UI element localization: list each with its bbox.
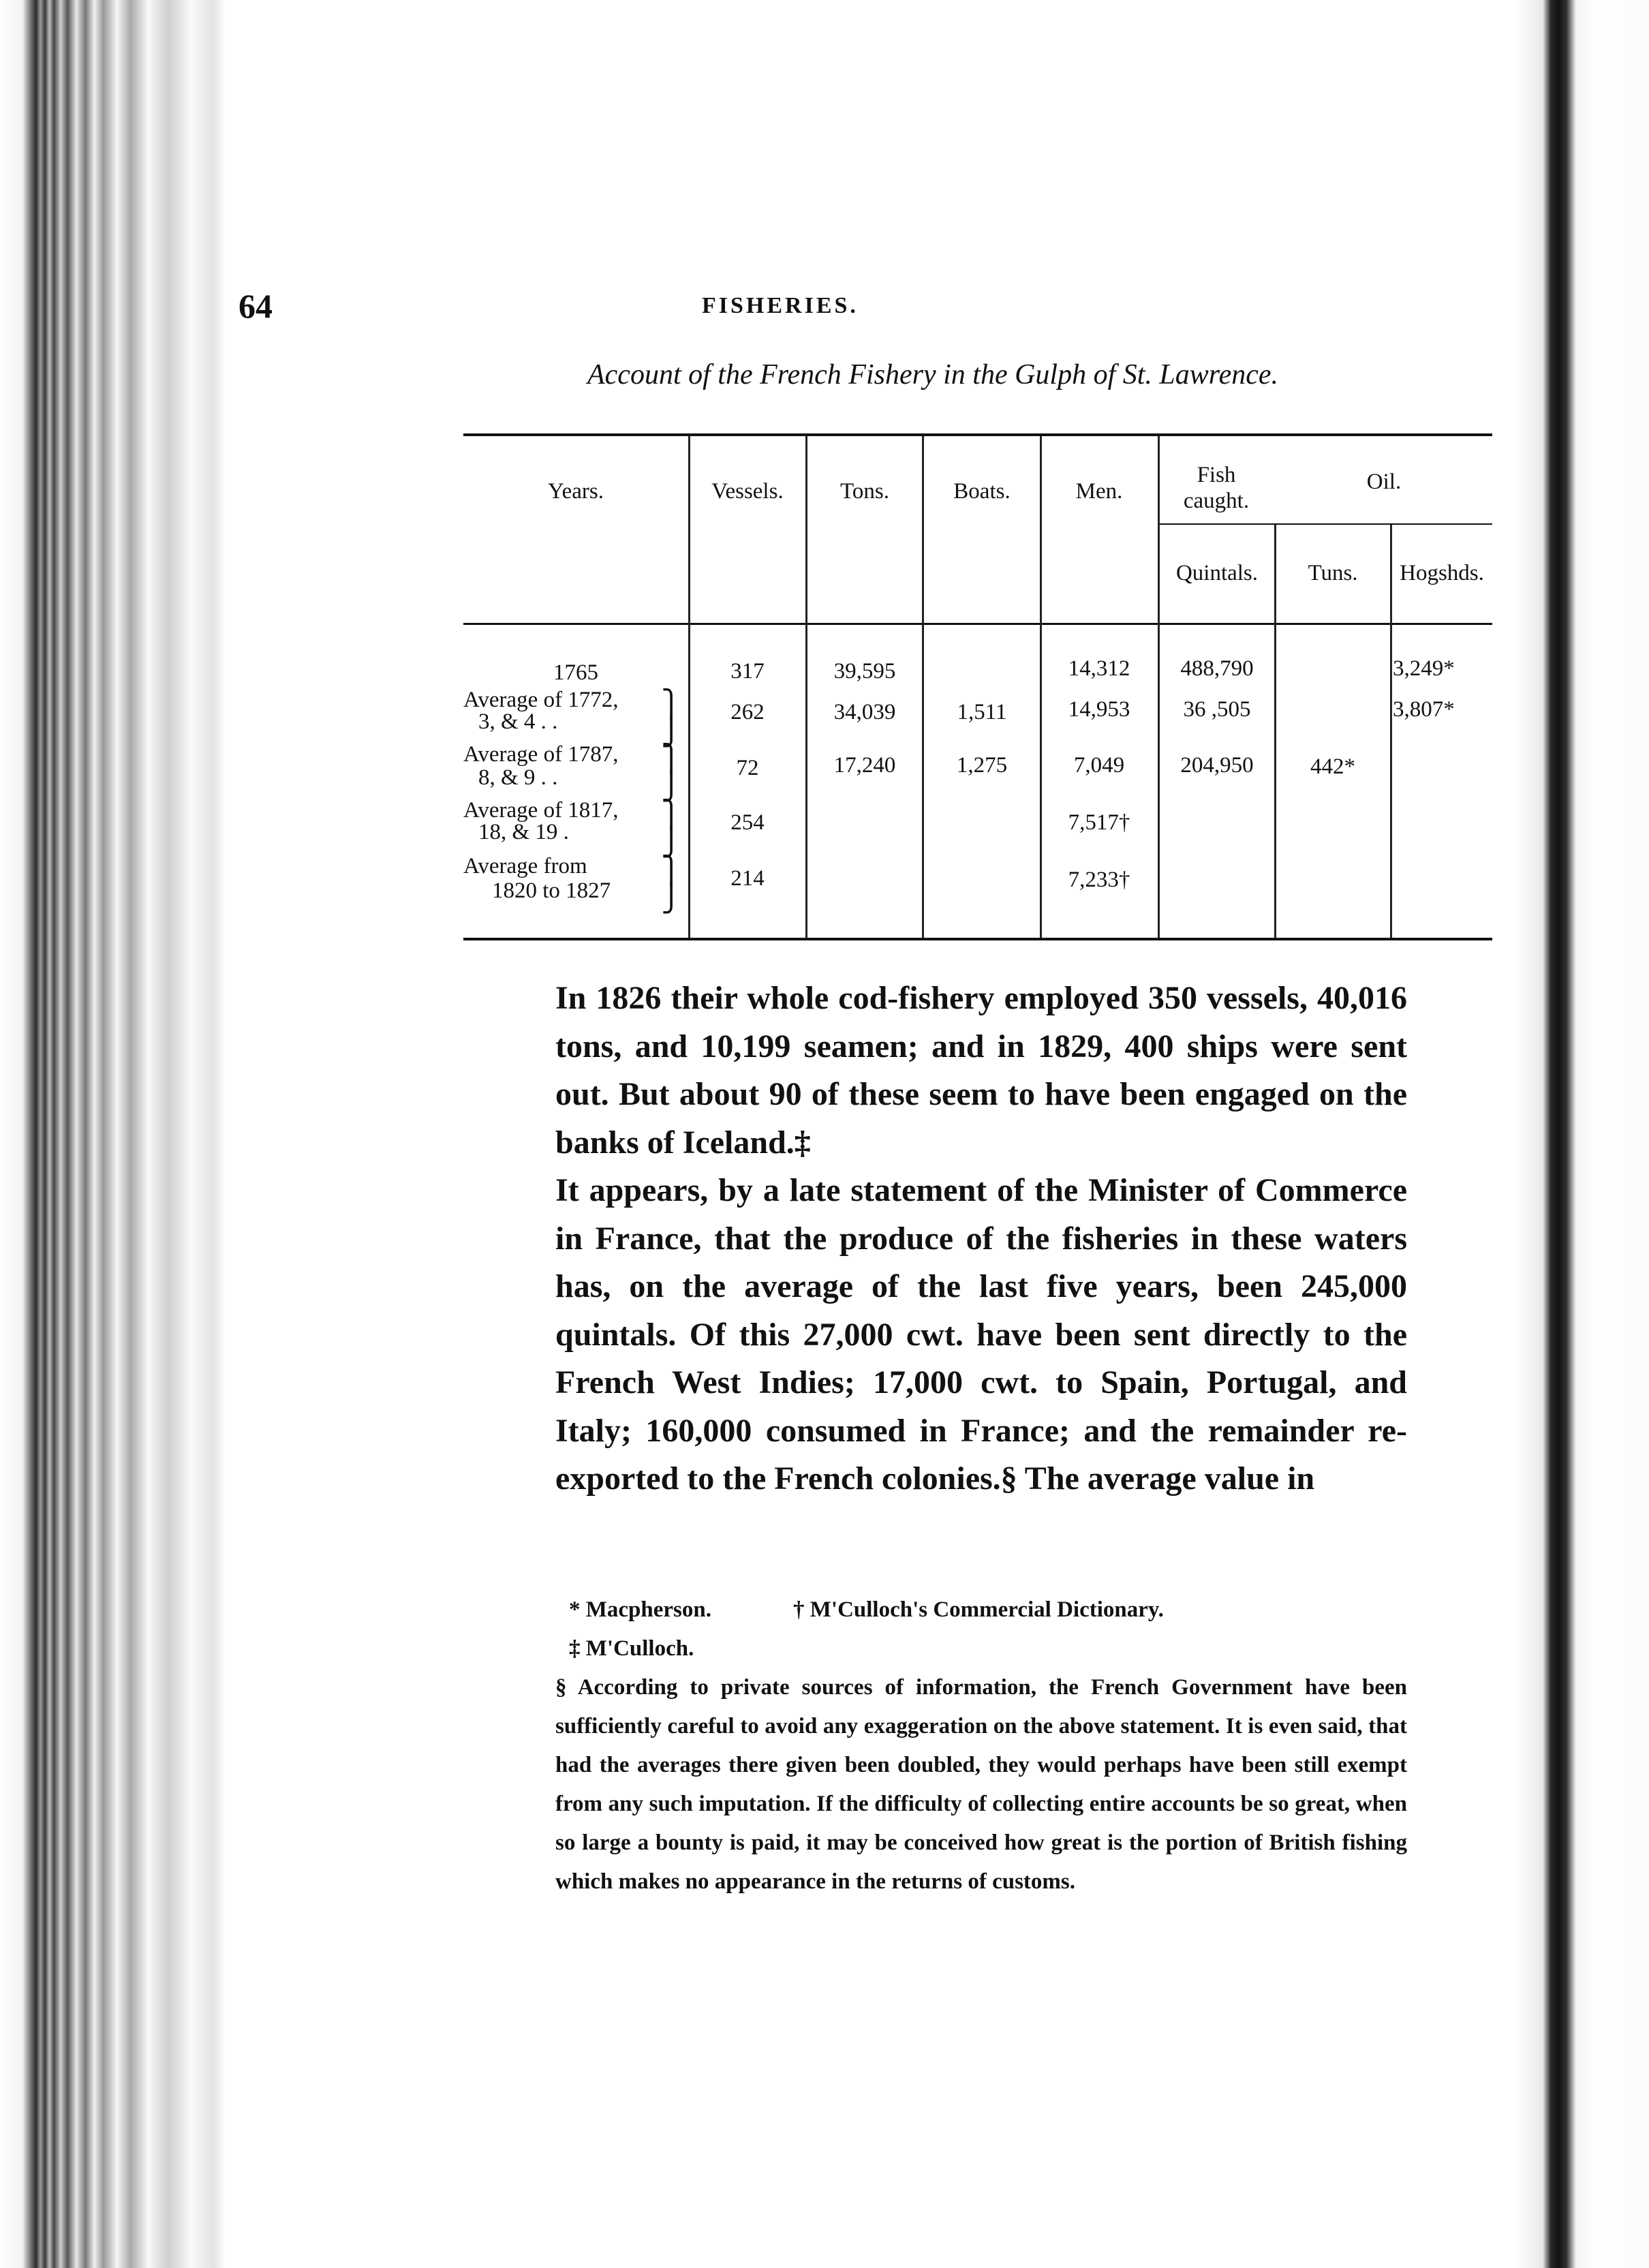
table-bottom-rule [463, 938, 1492, 940]
footnote-section: § According to private sources of information, the French Government have been sufficiently careful to avoid any exaggeration on the above statement. It is even said, that had the averages there given been doubled, they would perhaps have been still exempt from any such imputation. If the difficulty of collecting entire accounts be so great, when so large a bounty is paid, it may be conceived how great is the portion of British fishing which makes no appearance in the returns of customs. [555, 1675, 1407, 1894]
col-divider [805, 436, 807, 938]
row2-men: 14,953 [1068, 697, 1130, 722]
row3-tuns: 442* [1310, 754, 1355, 779]
col-divider [1390, 525, 1392, 938]
row5-year-line1: Average from [463, 854, 587, 878]
row2-tons: 34,039 [833, 700, 896, 724]
header-fish-caught: Fish caught. [1183, 463, 1250, 513]
paragraph-2: It appears, by a late statement of the Minister of Commerce in France, that the produce of the fisheries in these waters has, on the average of the last five years, been 245,000 quintals. Of this 27,000 cwt. have been sent directly to the French West Indies; 17,000 cwt. to Spain, Portugal, and Italy; 160,000 consumed in France; and the remainder re-exported to the French colonies.§ The average value in [555, 1172, 1407, 1497]
row3-boats: 1,275 [956, 753, 1008, 778]
footnote-row-1 [555, 1591, 1407, 1629]
header-quintals: Quintals. [1175, 561, 1259, 585]
page-number: 64 [238, 287, 273, 325]
row5-men: 7,233† [1068, 868, 1130, 892]
col-divider [922, 436, 924, 938]
header-tons: Tons. [840, 479, 889, 504]
col-divider [688, 436, 690, 938]
table-title: Account of the French Fishery in the Gulph of St. Lawrence. [587, 359, 1279, 390]
row2-year-line2: 3, & 4 . . [478, 709, 558, 734]
row1-vessels: 317 [730, 659, 765, 684]
row3-brace: ⎫ ⎭ [661, 744, 681, 801]
row2-quintals: 36 ,505 [1183, 697, 1251, 722]
body-text [555, 975, 1407, 1503]
row5-brace: ⎫ ⎭ [661, 855, 681, 913]
table-top-rule [463, 433, 1492, 436]
row1-quintals: 488,790 [1180, 656, 1254, 681]
running-head: FISHERIES. [702, 293, 859, 318]
header-bottom-rule [463, 623, 1492, 625]
header-tuns: Tuns. [1308, 561, 1358, 585]
row4-year-line1: Average of 1817, [463, 798, 619, 823]
row4-year-line2: 18, & 19 . [478, 820, 569, 844]
col-divider [1274, 525, 1276, 938]
footnote-star: * Macpherson. [569, 1597, 711, 1622]
row3-tons: 17,240 [833, 753, 896, 778]
header-vessels: Vessels. [711, 479, 784, 504]
book-edge-left [0, 0, 225, 2268]
row1-men: 14,312 [1068, 656, 1130, 681]
footnote-dagger: † M'Culloch's Commercial Dictionary. [793, 1597, 1164, 1622]
page-header [238, 286, 1506, 327]
row5-year-line2: 1820 to 1827 [492, 878, 611, 903]
row2-hogshds: 3,807* [1393, 697, 1455, 722]
row3-year-line1: Average of 1787, [463, 742, 619, 767]
paragraph-1: In 1826 their whole cod-fishery employed 350 vessels, 40,016 tons, and 10,199 seamen; and in 1829, 400 ships were sent out. But about 90 of these seem to have been engaged on the banks of Iceland.‡ [555, 980, 1407, 1161]
row1-tons: 39,595 [833, 659, 896, 684]
row5-vessels: 214 [730, 866, 765, 891]
row4-brace: ⎫ ⎭ [661, 799, 681, 857]
header-boats: Boats. [953, 479, 1011, 504]
col-divider [1158, 436, 1160, 938]
col-divider [1040, 436, 1042, 938]
header-hogshds: Hogshds. [1400, 561, 1484, 585]
header-years: Years. [548, 479, 604, 504]
fishery-table [463, 433, 1492, 951]
footnote-double-dagger: ‡ M'Culloch. [569, 1636, 694, 1661]
row1-hogshds: 3,249* [1393, 656, 1455, 681]
row2-year-line1: Average of 1772, [463, 688, 619, 712]
book-edge-right [1516, 0, 1649, 2268]
row3-year-line2: 8, & 9 . . [478, 765, 558, 790]
row4-vessels: 254 [730, 810, 765, 835]
footnotes [555, 1591, 1407, 1901]
header-men: Men. [1075, 479, 1123, 504]
header-oil: Oil. [1366, 470, 1402, 494]
row2-brace: ⎫ ⎭ [661, 689, 681, 747]
row4-men: 7,517† [1068, 810, 1130, 835]
row2-boats: 1,511 [957, 700, 1007, 724]
row3-quintals: 204,950 [1180, 753, 1254, 778]
header-sub-rule [1158, 523, 1492, 525]
row1-year: 1765 [553, 660, 598, 685]
row2-vessels: 262 [730, 700, 765, 724]
row3-vessels: 72 [736, 756, 759, 780]
row3-men: 7,049 [1073, 753, 1125, 778]
